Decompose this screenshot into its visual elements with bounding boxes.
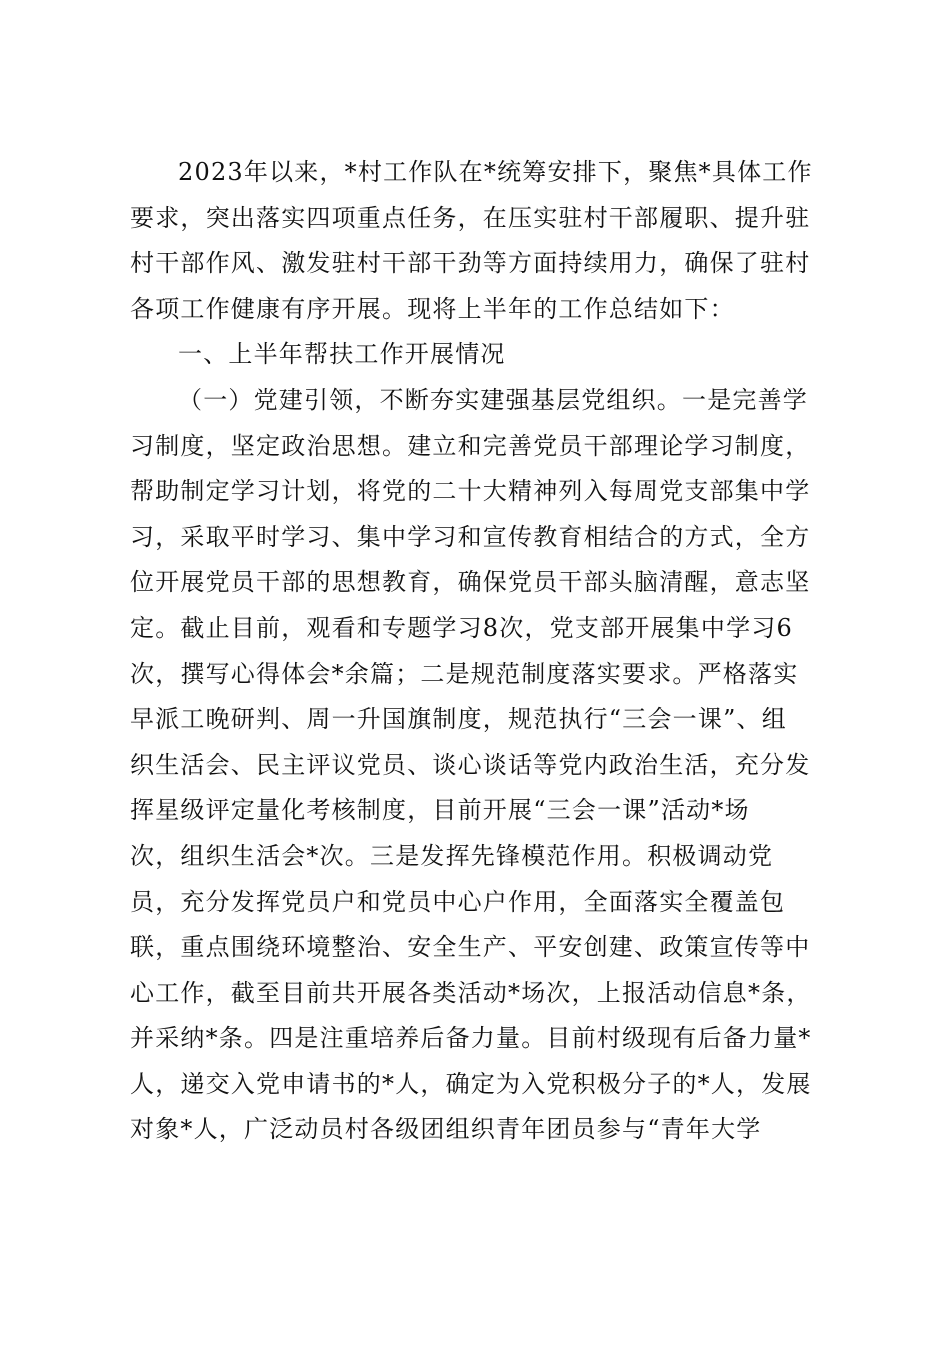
subsection-paragraph-line: 习制度，坚定政治思想。建立和完善党员干部理论学习制度， xyxy=(130,431,811,460)
subsection-paragraph-line: 次，撰写心得体会*余篇；二是规范制度落实要求。严格落实 xyxy=(130,659,799,688)
subsection-paragraph-line: 对象*人，广泛动员村各级团组织青年团员参与“青年大学 xyxy=(130,1115,762,1144)
intro-paragraph-line: 2023年以来，*村工作队在*统筹安排下，聚焦*具体工作 xyxy=(178,158,813,186)
subsection-paragraph-line: 人，递交入党申请书的*人，确定为入党积极分子的*人，发展 xyxy=(130,1069,812,1098)
subsection-paragraph-line: 位开展党员干部的思想教育，确保党员干部头脑清醒，意志坚 xyxy=(130,568,811,597)
subsection-paragraph-line: 员，充分发挥党员户和党员中心户作用，全面落实全覆盖包 xyxy=(130,887,786,916)
subsection-paragraph-line: 次，组织生活会*次。三是发挥先锋模范作用。积极调动党 xyxy=(130,841,774,870)
subsection-paragraph-line: 心工作，截至目前共开展各类活动*场次，上报活动信息*条， xyxy=(130,978,812,1007)
subsection-paragraph-line: （一）党建引领，不断夯实建强基层党组织。一是完善学 xyxy=(178,385,808,414)
subsection-paragraph-line: 挥星级评定量化考核制度，目前开展“三会一课”活动*场 xyxy=(130,796,750,825)
subsection-paragraph-line: 帮助制定学习计划，将党的二十大精神列入每周党支部集中学 xyxy=(130,477,811,506)
subsection-paragraph-line: 织生活会、民主评议党员、谈心谈话等党内政治生活，充分发 xyxy=(130,750,811,779)
subsection-paragraph-line: 早派工晚研判、周一升国旗制度，规范执行“三会一课”、组 xyxy=(130,705,787,734)
section-heading: 一、上半年帮扶工作开展情况 xyxy=(178,340,506,369)
intro-paragraph-line: 要求，突出落实四项重点任务，在压实驻村干部履职、提升驻 xyxy=(130,203,811,232)
intro-paragraph-line: 各项工作健康有序开展。现将上半年的工作总结如下： xyxy=(130,294,735,323)
subsection-paragraph-line: 定。截止目前，观看和专题学习8次，党支部开展集中学习6 xyxy=(130,613,793,642)
subsection-paragraph-line: 联，重点围绕环境整治、安全生产、平安创建、政策宣传等中 xyxy=(130,933,811,962)
document-body xyxy=(130,150,830,1153)
intro-paragraph-line: 村干部作风、激发驻村干部干劲等方面持续用力，确保了驻村 xyxy=(130,249,811,278)
subsection-paragraph-line: 并采纳*条。四是注重培养后备力量。目前村级现有后备力量* xyxy=(130,1024,812,1053)
subsection-paragraph-line: 习，采取平时学习、集中学习和宣传教育相结合的方式，全方 xyxy=(130,522,811,551)
